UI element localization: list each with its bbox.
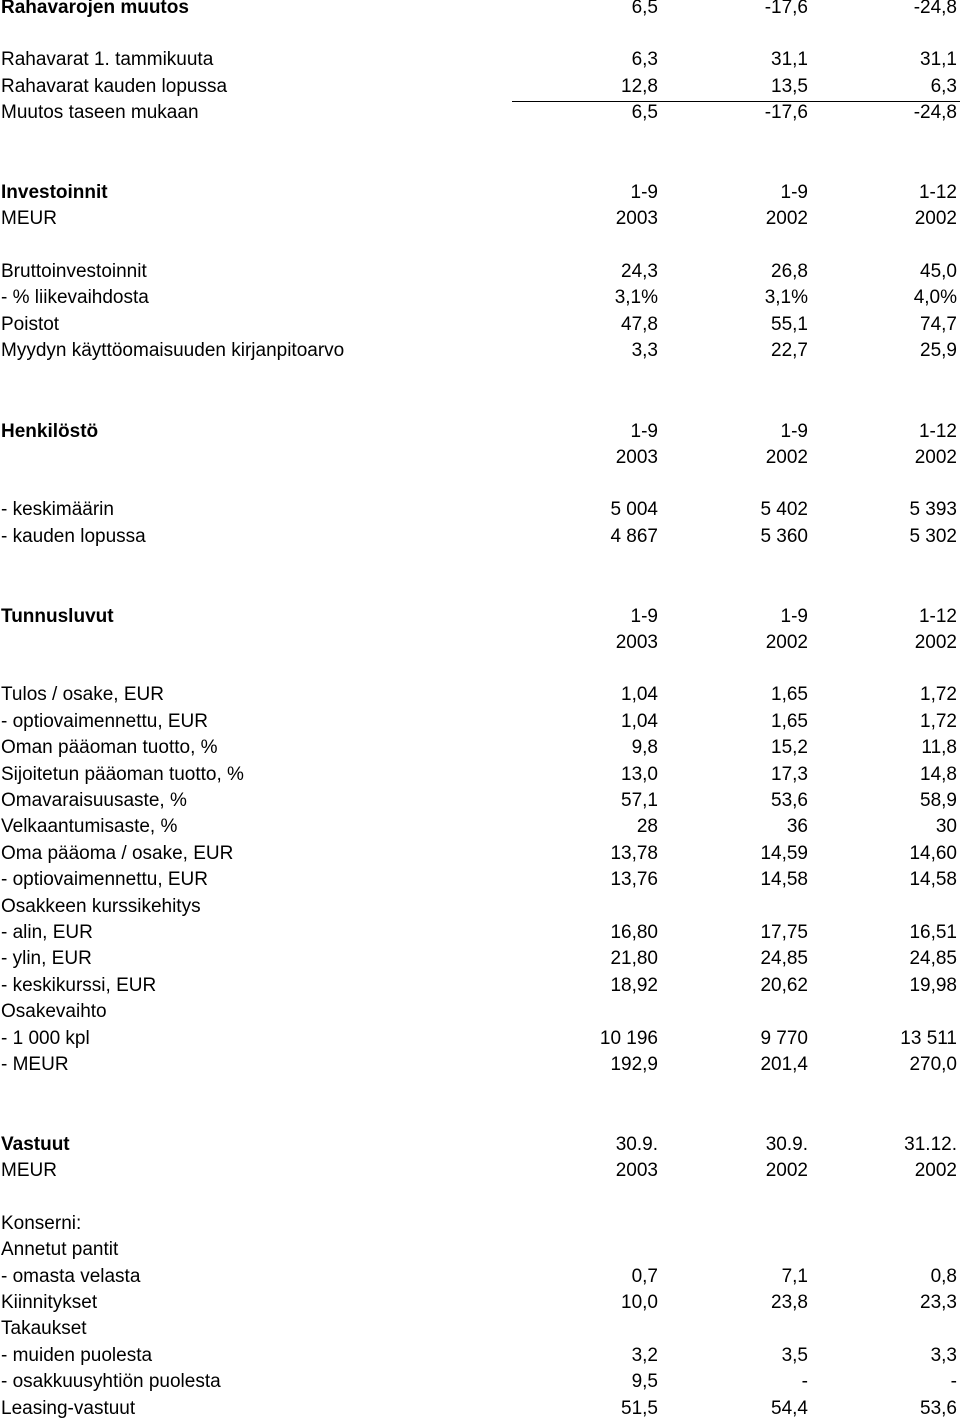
total-divider (512, 101, 960, 102)
cell-col-1: 1-9 (630, 606, 658, 627)
cell-col-2: 2002 (765, 447, 808, 468)
table-row (0, 788, 960, 814)
cell-col-3: 74,7 (920, 314, 957, 335)
row-label: MEUR (1, 208, 57, 229)
cell-col-3: 1-12 (918, 606, 957, 627)
cell-col-1: 6,5 (631, 102, 658, 123)
cell-col-1: 2003 (615, 447, 658, 468)
table-row (0, 524, 960, 550)
cell-col-1: 2003 (615, 1160, 658, 1181)
table-row (0, 604, 960, 630)
cell-col-3: 24,85 (909, 948, 957, 969)
row-label: - 1 000 kpl (1, 1028, 90, 1049)
table-row (0, 946, 960, 972)
cell-col-2: 1-9 (780, 606, 808, 627)
cell-col-2: 22,7 (771, 340, 808, 361)
cell-col-1: 1-9 (630, 182, 658, 203)
table-row (0, 735, 960, 761)
table-row (0, 630, 960, 656)
row-label: Konserni: (1, 1213, 82, 1234)
row-label: - optiovaimennettu, EUR (1, 869, 208, 890)
cell-col-2: 3,1% (764, 287, 808, 308)
row-label: Omavaraisuusaste, % (1, 790, 187, 811)
cell-col-2: 17,3 (771, 764, 808, 785)
cell-col-2: 54,4 (771, 1398, 808, 1419)
cell-col-2: 7,1 (781, 1266, 808, 1287)
cell-col-3: 16,51 (909, 922, 957, 943)
row-label: Kiinnitykset (1, 1292, 98, 1313)
table-row (0, 1343, 960, 1369)
table-row (0, 1026, 960, 1052)
cell-col-3: -24,8 (913, 102, 957, 123)
cell-col-2: 30.9. (765, 1134, 808, 1155)
cell-col-1: 3,1% (614, 287, 658, 308)
cell-col-3: 19,98 (909, 975, 957, 996)
row-label: Annetut pantit (1, 1239, 119, 1260)
table-row (0, 1264, 960, 1290)
cell-col-3: 45,0 (920, 261, 957, 282)
row-label: Oma pääoma / osake, EUR (1, 843, 234, 864)
cell-col-1: 2003 (615, 632, 658, 653)
table-row (0, 762, 960, 788)
cell-col-3: 2002 (914, 447, 957, 468)
cell-col-1: 9,5 (631, 1371, 658, 1392)
cell-col-1: 2003 (615, 208, 658, 229)
cell-col-2: 1-9 (780, 421, 808, 442)
row-label: Tulos / osake, EUR (1, 684, 164, 705)
cell-col-3: 30 (935, 816, 957, 837)
cell-col-2: -17,6 (764, 102, 808, 123)
cell-col-1: 28 (636, 816, 658, 837)
section-heading: Investoinnit (1, 182, 108, 203)
table-row (0, 285, 960, 311)
row-label: - keskikurssi, EUR (1, 975, 157, 996)
table-row (0, 0, 960, 21)
table-row (0, 47, 960, 73)
cell-col-3: 53,6 (920, 1398, 957, 1419)
table-row (0, 1158, 960, 1184)
cell-col-3: 31,1 (920, 49, 957, 70)
table-row (0, 180, 960, 206)
row-label: Rahavarat 1. tammikuuta (1, 49, 214, 70)
cell-col-2: 201,4 (760, 1054, 808, 1075)
cell-col-1: 192,9 (610, 1054, 658, 1075)
table-row (0, 999, 960, 1025)
row-label: Myydyn käyttöomaisuuden kirjanpitoarvo (1, 340, 345, 361)
row-label: - ylin, EUR (1, 948, 92, 969)
cell-col-3: 1,72 (920, 684, 957, 705)
cell-col-2: 15,2 (771, 737, 808, 758)
table-row (0, 894, 960, 920)
cell-col-2: -17,6 (764, 0, 808, 18)
cell-col-1: 51,5 (621, 1398, 658, 1419)
cell-col-2: 5 360 (760, 526, 808, 547)
cell-col-2: 17,75 (760, 922, 808, 943)
cell-col-2: 13,5 (771, 76, 808, 97)
cell-col-1: 3,2 (631, 1345, 658, 1366)
cell-col-1: 1,04 (621, 684, 658, 705)
row-label: - keskimäärin (1, 499, 114, 520)
row-label: - % liikevaihdosta (1, 287, 149, 308)
section-heading: Tunnusluvut (1, 606, 114, 627)
row-label: - muiden puolesta (1, 1345, 153, 1366)
row-label: MEUR (1, 1160, 57, 1181)
table-row (0, 814, 960, 840)
section-heading: Henkilöstö (1, 421, 99, 442)
cell-col-3: 31.12. (904, 1134, 957, 1155)
cell-col-1: 10 196 (599, 1028, 658, 1049)
cell-col-2: - (801, 1371, 808, 1392)
row-label: - osakkuusyhtiön puolesta (1, 1371, 221, 1392)
cell-col-3: 25,9 (920, 340, 957, 361)
cell-col-3: 58,9 (920, 790, 957, 811)
table-row (0, 1052, 960, 1078)
row-label: Sijoitetun pääoman tuotto, % (1, 764, 244, 785)
cell-col-2: 2002 (765, 1160, 808, 1181)
table-row (0, 338, 960, 364)
cell-col-1: 16,80 (610, 922, 658, 943)
cell-col-3: 270,0 (909, 1054, 957, 1075)
cell-col-3: 13 511 (900, 1028, 957, 1049)
cell-col-3: - (950, 1371, 957, 1392)
cell-col-3: -24,8 (913, 0, 957, 18)
row-label: Oman pääoman tuotto, % (1, 737, 218, 758)
cell-col-1: 57,1 (621, 790, 658, 811)
section-heading: Vastuut (1, 1134, 70, 1155)
cell-col-2: 14,59 (760, 843, 808, 864)
cell-col-2: 1,65 (771, 684, 808, 705)
cell-col-2: 5 402 (760, 499, 808, 520)
cell-col-2: 2002 (765, 208, 808, 229)
cell-col-2: 26,8 (771, 261, 808, 282)
cell-col-3: 11,8 (921, 737, 957, 758)
cell-col-1: 13,78 (610, 843, 658, 864)
cell-col-3: 5 393 (909, 499, 957, 520)
row-label: - omasta velasta (1, 1266, 141, 1287)
cell-col-2: 3,5 (781, 1345, 808, 1366)
cell-col-3: 3,3 (930, 1345, 957, 1366)
cell-col-3: 2002 (914, 632, 957, 653)
cell-col-2: 24,85 (760, 948, 808, 969)
cell-col-2: 23,8 (771, 1292, 808, 1313)
cell-col-1: 1-9 (630, 421, 658, 442)
cell-col-3: 0,8 (930, 1266, 957, 1287)
table-row (0, 1290, 960, 1316)
cell-col-3: 1-12 (918, 182, 957, 203)
cell-col-2: 9 770 (760, 1028, 808, 1049)
cell-col-3: 1,72 (920, 711, 957, 732)
cell-col-3: 14,58 (909, 869, 957, 890)
cell-col-1: 6,3 (631, 49, 658, 70)
cell-col-3: 4,0% (913, 287, 957, 308)
cell-col-1: 12,8 (621, 76, 658, 97)
table-row (0, 497, 960, 523)
cell-col-1: 47,8 (621, 314, 658, 335)
table-row (0, 1211, 960, 1237)
cell-col-1: 13,76 (610, 869, 658, 890)
table-row (0, 867, 960, 893)
cell-col-2: 55,1 (771, 314, 808, 335)
row-label: Poistot (1, 314, 60, 335)
cell-col-1: 9,8 (631, 737, 658, 758)
table-row (0, 920, 960, 946)
cell-col-1: 4 867 (610, 526, 658, 547)
row-label: - optiovaimennettu, EUR (1, 711, 208, 732)
cell-col-3: 1-12 (918, 421, 957, 442)
cell-col-3: 2002 (914, 1160, 957, 1181)
table-row (0, 709, 960, 735)
table-row (0, 445, 960, 471)
cell-col-1: 5 004 (610, 499, 658, 520)
table-row (0, 312, 960, 338)
cell-col-2: 14,58 (760, 869, 808, 890)
table-row (0, 419, 960, 445)
table-row (0, 682, 960, 708)
table-row (0, 206, 960, 232)
table-row (0, 1316, 960, 1342)
row-label: Bruttoinvestoinnit (1, 261, 147, 282)
cell-col-2: 1-9 (780, 182, 808, 203)
row-label: Rahavarat kauden lopussa (1, 76, 228, 97)
row-label: Osakevaihto (1, 1001, 107, 1022)
table-row (0, 1396, 960, 1422)
cell-col-1: 21,80 (610, 948, 658, 969)
table-row (0, 973, 960, 999)
cell-col-3: 14,60 (909, 843, 957, 864)
cell-col-1: 18,92 (610, 975, 658, 996)
cell-col-1: 24,3 (621, 261, 658, 282)
section-heading: Rahavarojen muutos (1, 0, 189, 18)
cell-col-2: 53,6 (771, 790, 808, 811)
cell-col-2: 1,65 (771, 711, 808, 732)
table-row (0, 74, 960, 100)
cell-col-3: 14,8 (920, 764, 957, 785)
cell-col-1: 10,0 (621, 1292, 658, 1313)
row-label: Muutos taseen mukaan (1, 102, 199, 123)
cell-col-1: 1,04 (621, 711, 658, 732)
table-row (0, 100, 960, 126)
row-label: Leasing-vastuut (1, 1398, 136, 1419)
cell-col-2: 20,62 (760, 975, 808, 996)
row-label: Takaukset (1, 1318, 87, 1339)
table-row (0, 841, 960, 867)
cell-col-2: 2002 (765, 632, 808, 653)
cell-col-1: 6,5 (631, 0, 658, 18)
cell-col-3: 6,3 (930, 76, 957, 97)
row-label: - alin, EUR (1, 922, 93, 943)
row-label: - kauden lopussa (1, 526, 146, 547)
row-label: Osakkeen kurssikehitys (1, 896, 201, 917)
cell-col-1: 0,7 (631, 1266, 658, 1287)
row-label: - MEUR (1, 1054, 69, 1075)
table-row (0, 259, 960, 285)
table-row (0, 1369, 960, 1395)
cell-col-1: 3,3 (631, 340, 658, 361)
cell-col-2: 31,1 (771, 49, 808, 70)
table-row (0, 1237, 960, 1263)
cell-col-3: 5 302 (909, 526, 957, 547)
row-label: Velkaantumisaste, % (1, 816, 178, 837)
cell-col-3: 2002 (914, 208, 957, 229)
cell-col-1: 30.9. (615, 1134, 658, 1155)
cell-col-1: 13,0 (621, 764, 658, 785)
table-row (0, 1132, 960, 1158)
cell-col-2: 36 (786, 816, 808, 837)
cell-col-3: 23,3 (920, 1292, 957, 1313)
